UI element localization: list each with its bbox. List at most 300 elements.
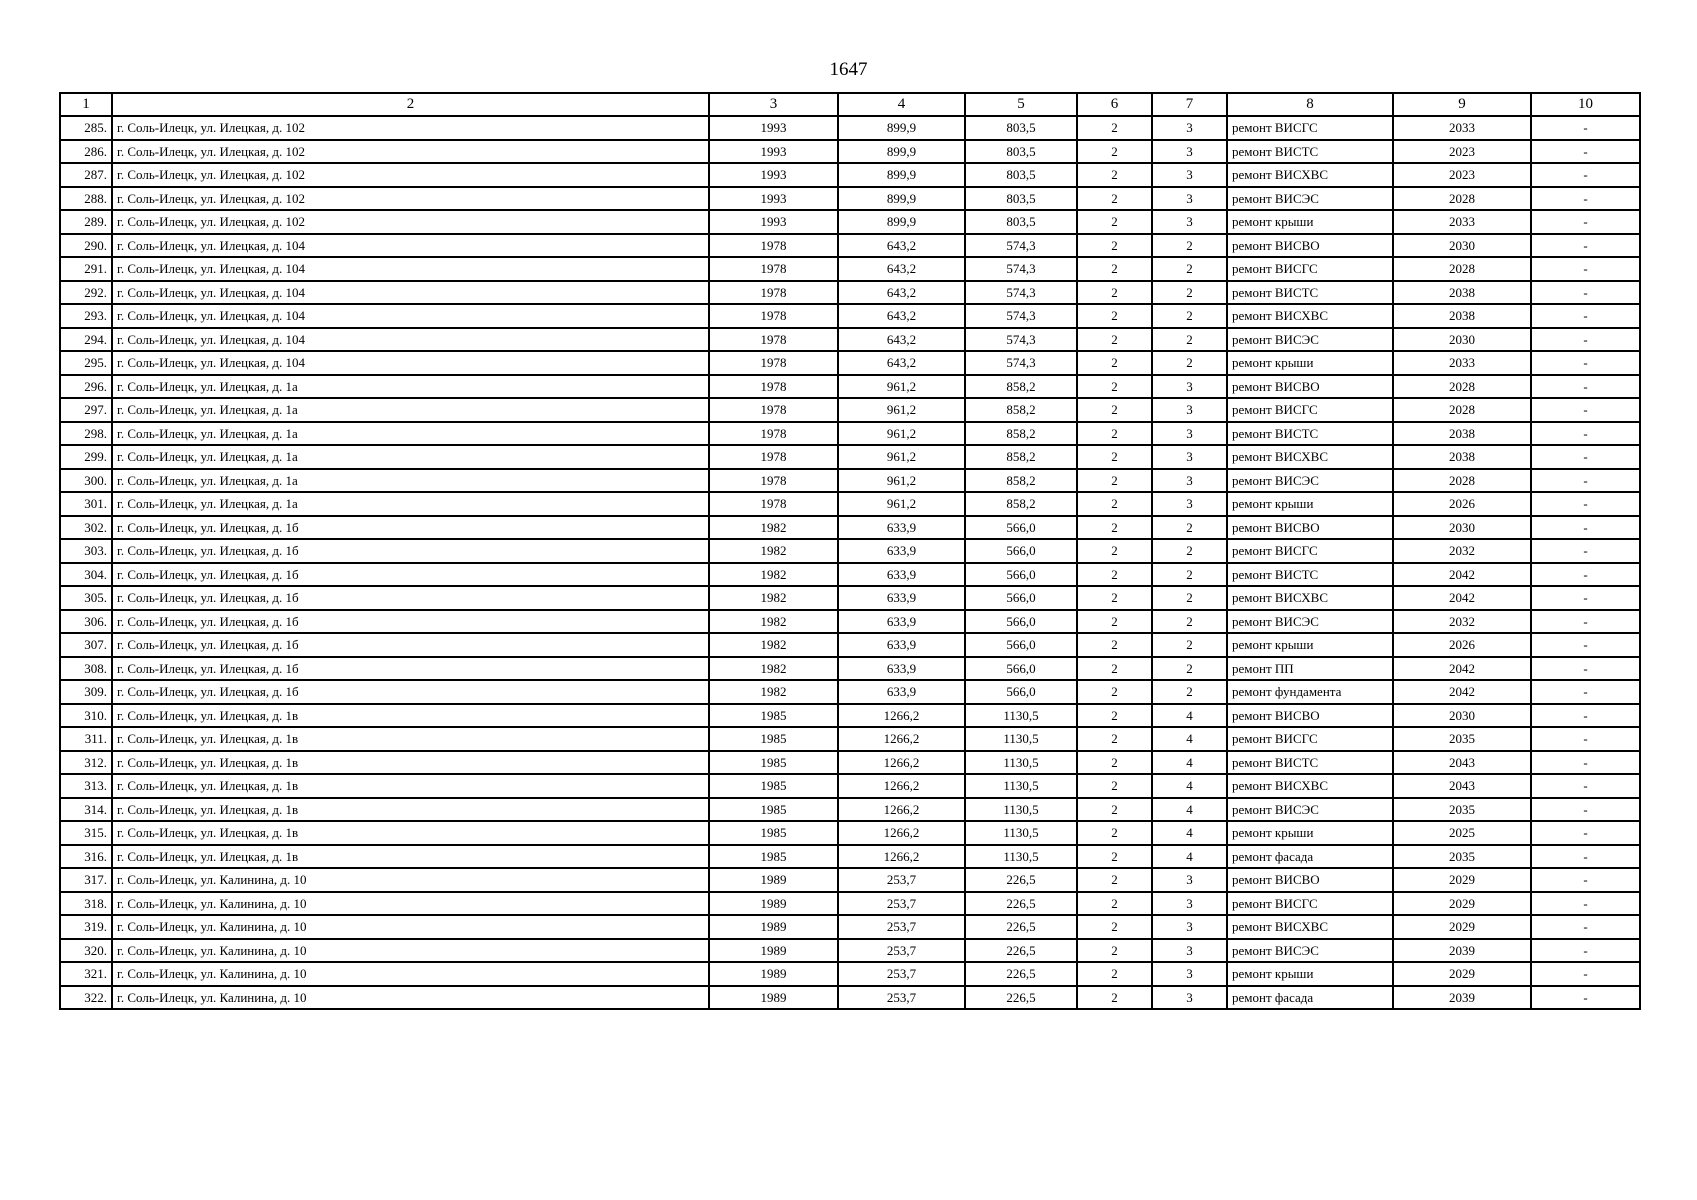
floors-cell: 2: [1077, 845, 1152, 869]
year-built-cell: 1993: [709, 210, 838, 234]
address-cell: г. Соль-Илецк, ул. Илецкая, д. 1б: [112, 610, 709, 634]
year-built-cell: 1978: [709, 304, 838, 328]
floors-cell: 2: [1077, 116, 1152, 140]
total-area-cell: 1266,2: [838, 727, 965, 751]
living-area-cell: 1130,5: [965, 798, 1077, 822]
repair-schedule-table: [59, 92, 1641, 1010]
row-number-cell: 286.: [60, 140, 112, 164]
address-cell: г. Соль-Илецк, ул. Илецкая, д. 102: [112, 140, 709, 164]
entrances-cell: 2: [1152, 304, 1227, 328]
floors-cell: 2: [1077, 375, 1152, 399]
planned-year-cell: 2035: [1393, 798, 1531, 822]
total-area-cell: 633,9: [838, 516, 965, 540]
year-built-cell: 1978: [709, 328, 838, 352]
column-header-4: 4: [838, 93, 965, 116]
total-area-cell: 633,9: [838, 586, 965, 610]
address-cell: г. Соль-Илецк, ул. Илецкая, д. 104: [112, 257, 709, 281]
table-row: [60, 845, 1640, 869]
row-number-cell: 301.: [60, 492, 112, 516]
planned-year-cell: 2029: [1393, 868, 1531, 892]
address-cell: г. Соль-Илецк, ул. Илецкая, д. 104: [112, 328, 709, 352]
planned-year-cell: 2033: [1393, 351, 1531, 375]
note-cell: -: [1531, 774, 1640, 798]
address-cell: г. Соль-Илецк, ул. Илецкая, д. 1в: [112, 774, 709, 798]
living-area-cell: 858,2: [965, 492, 1077, 516]
entrances-cell: 4: [1152, 798, 1227, 822]
total-area-cell: 961,2: [838, 445, 965, 469]
work-type-cell: ремонт крыши: [1227, 962, 1393, 986]
floors-cell: 2: [1077, 821, 1152, 845]
table-row: [60, 892, 1640, 916]
address-cell: г. Соль-Илецк, ул. Илецкая, д. 1б: [112, 516, 709, 540]
address-cell: г. Соль-Илецк, ул. Илецкая, д. 104: [112, 281, 709, 305]
work-type-cell: ремонт ВИСВО: [1227, 375, 1393, 399]
living-area-cell: 858,2: [965, 422, 1077, 446]
entrances-cell: 4: [1152, 704, 1227, 728]
total-area-cell: 253,7: [838, 962, 965, 986]
table-row: [60, 563, 1640, 587]
entrances-cell: 2: [1152, 257, 1227, 281]
row-number-cell: 316.: [60, 845, 112, 869]
total-area-cell: 899,9: [838, 210, 965, 234]
work-type-cell: ремонт ВИСЭС: [1227, 187, 1393, 211]
address-cell: г. Соль-Илецк, ул. Илецкая, д. 1а: [112, 445, 709, 469]
total-area-cell: 899,9: [838, 187, 965, 211]
entrances-cell: 2: [1152, 516, 1227, 540]
total-area-cell: 961,2: [838, 492, 965, 516]
living-area-cell: 574,3: [965, 304, 1077, 328]
living-area-cell: 803,5: [965, 210, 1077, 234]
address-cell: г. Соль-Илецк, ул. Илецкая, д. 1б: [112, 563, 709, 587]
column-header-7: 7: [1152, 93, 1227, 116]
floors-cell: 2: [1077, 445, 1152, 469]
entrances-cell: 2: [1152, 563, 1227, 587]
planned-year-cell: 2043: [1393, 751, 1531, 775]
year-built-cell: 1993: [709, 163, 838, 187]
floors-cell: 2: [1077, 257, 1152, 281]
floors-cell: 2: [1077, 962, 1152, 986]
year-built-cell: 1993: [709, 116, 838, 140]
entrances-cell: 2: [1152, 539, 1227, 563]
living-area-cell: 566,0: [965, 680, 1077, 704]
row-number-cell: 313.: [60, 774, 112, 798]
column-header-1: 1: [60, 93, 112, 116]
address-cell: г. Соль-Илецк, ул. Калинина, д. 10: [112, 868, 709, 892]
table-row: [60, 328, 1640, 352]
table-row: [60, 798, 1640, 822]
address-cell: г. Соль-Илецк, ул. Илецкая, д. 1в: [112, 798, 709, 822]
living-area-cell: 566,0: [965, 563, 1077, 587]
row-number-cell: 304.: [60, 563, 112, 587]
address-cell: г. Соль-Илецк, ул. Илецкая, д. 1в: [112, 845, 709, 869]
work-type-cell: ремонт ПП: [1227, 657, 1393, 681]
table-row: [60, 163, 1640, 187]
entrances-cell: 2: [1152, 680, 1227, 704]
work-type-cell: ремонт ВИСГС: [1227, 892, 1393, 916]
planned-year-cell: 2032: [1393, 610, 1531, 634]
address-cell: г. Соль-Илецк, ул. Илецкая, д. 1а: [112, 492, 709, 516]
total-area-cell: 253,7: [838, 939, 965, 963]
entrances-cell: 3: [1152, 445, 1227, 469]
work-type-cell: ремонт ВИСВО: [1227, 868, 1393, 892]
work-type-cell: ремонт ВИСХВС: [1227, 445, 1393, 469]
page-number: 1647: [829, 59, 868, 80]
planned-year-cell: 2038: [1393, 304, 1531, 328]
planned-year-cell: 2028: [1393, 469, 1531, 493]
entrances-cell: 2: [1152, 633, 1227, 657]
living-area-cell: 803,5: [965, 187, 1077, 211]
work-type-cell: ремонт крыши: [1227, 821, 1393, 845]
floors-cell: 2: [1077, 633, 1152, 657]
table-row: [60, 868, 1640, 892]
entrances-cell: 3: [1152, 469, 1227, 493]
work-type-cell: ремонт ВИСТС: [1227, 140, 1393, 164]
table-row: [60, 351, 1640, 375]
note-cell: -: [1531, 986, 1640, 1010]
entrances-cell: 3: [1152, 398, 1227, 422]
living-area-cell: 803,5: [965, 140, 1077, 164]
planned-year-cell: 2025: [1393, 821, 1531, 845]
year-built-cell: 1993: [709, 187, 838, 211]
row-number-cell: 303.: [60, 539, 112, 563]
entrances-cell: 4: [1152, 774, 1227, 798]
living-area-cell: 574,3: [965, 234, 1077, 258]
row-number-cell: 318.: [60, 892, 112, 916]
entrances-cell: 3: [1152, 962, 1227, 986]
floors-cell: 2: [1077, 586, 1152, 610]
address-cell: г. Соль-Илецк, ул. Илецкая, д. 104: [112, 234, 709, 258]
living-area-cell: 803,5: [965, 163, 1077, 187]
floors-cell: 2: [1077, 704, 1152, 728]
floors-cell: 2: [1077, 492, 1152, 516]
living-area-cell: 226,5: [965, 962, 1077, 986]
entrances-cell: 2: [1152, 328, 1227, 352]
note-cell: -: [1531, 492, 1640, 516]
entrances-cell: 2: [1152, 586, 1227, 610]
work-type-cell: ремонт ВИСВО: [1227, 704, 1393, 728]
table-row: [60, 422, 1640, 446]
row-number-cell: 306.: [60, 610, 112, 634]
floors-cell: 2: [1077, 328, 1152, 352]
note-cell: -: [1531, 140, 1640, 164]
work-type-cell: ремонт ВИСЭС: [1227, 328, 1393, 352]
work-type-cell: ремонт крыши: [1227, 210, 1393, 234]
entrances-cell: 3: [1152, 422, 1227, 446]
address-cell: г. Соль-Илецк, ул. Илецкая, д. 102: [112, 187, 709, 211]
note-cell: -: [1531, 821, 1640, 845]
year-built-cell: 1982: [709, 516, 838, 540]
planned-year-cell: 2042: [1393, 563, 1531, 587]
note-cell: -: [1531, 798, 1640, 822]
floors-cell: 2: [1077, 187, 1152, 211]
floors-cell: 2: [1077, 798, 1152, 822]
planned-year-cell: 2028: [1393, 257, 1531, 281]
floors-cell: 2: [1077, 281, 1152, 305]
table-row: [60, 586, 1640, 610]
total-area-cell: 1266,2: [838, 774, 965, 798]
entrances-cell: 2: [1152, 281, 1227, 305]
work-type-cell: ремонт ВИСТС: [1227, 422, 1393, 446]
table-row: [60, 398, 1640, 422]
living-area-cell: 1130,5: [965, 821, 1077, 845]
note-cell: -: [1531, 845, 1640, 869]
total-area-cell: 643,2: [838, 281, 965, 305]
note-cell: -: [1531, 586, 1640, 610]
living-area-cell: 226,5: [965, 868, 1077, 892]
total-area-cell: 633,9: [838, 563, 965, 587]
row-number-cell: 293.: [60, 304, 112, 328]
address-cell: г. Соль-Илецк, ул. Илецкая, д. 104: [112, 304, 709, 328]
total-area-cell: 633,9: [838, 680, 965, 704]
row-number-cell: 314.: [60, 798, 112, 822]
planned-year-cell: 2032: [1393, 539, 1531, 563]
year-built-cell: 1978: [709, 375, 838, 399]
entrances-cell: 3: [1152, 986, 1227, 1010]
planned-year-cell: 2026: [1393, 492, 1531, 516]
year-built-cell: 1989: [709, 915, 838, 939]
entrances-cell: 3: [1152, 116, 1227, 140]
total-area-cell: 643,2: [838, 257, 965, 281]
living-area-cell: 566,0: [965, 657, 1077, 681]
address-cell: г. Соль-Илецк, ул. Калинина, д. 10: [112, 915, 709, 939]
year-built-cell: 1989: [709, 986, 838, 1010]
entrances-cell: 3: [1152, 868, 1227, 892]
note-cell: -: [1531, 328, 1640, 352]
address-cell: г. Соль-Илецк, ул. Илецкая, д. 102: [112, 210, 709, 234]
entrances-cell: 2: [1152, 657, 1227, 681]
planned-year-cell: 2023: [1393, 163, 1531, 187]
floors-cell: 2: [1077, 140, 1152, 164]
table-row: [60, 304, 1640, 328]
address-cell: г. Соль-Илецк, ул. Илецкая, д. 1а: [112, 469, 709, 493]
address-cell: г. Соль-Илецк, ул. Калинина, д. 10: [112, 986, 709, 1010]
living-area-cell: 1130,5: [965, 727, 1077, 751]
planned-year-cell: 2038: [1393, 445, 1531, 469]
year-built-cell: 1989: [709, 868, 838, 892]
year-built-cell: 1985: [709, 751, 838, 775]
floors-cell: 2: [1077, 774, 1152, 798]
note-cell: -: [1531, 727, 1640, 751]
planned-year-cell: 2038: [1393, 281, 1531, 305]
year-built-cell: 1978: [709, 281, 838, 305]
floors-cell: 2: [1077, 915, 1152, 939]
floors-cell: 2: [1077, 986, 1152, 1010]
living-area-cell: 1130,5: [965, 704, 1077, 728]
note-cell: -: [1531, 281, 1640, 305]
note-cell: -: [1531, 563, 1640, 587]
table-row: [60, 939, 1640, 963]
note-cell: -: [1531, 657, 1640, 681]
work-type-cell: ремонт ВИСТС: [1227, 751, 1393, 775]
work-type-cell: ремонт фасада: [1227, 845, 1393, 869]
note-cell: -: [1531, 304, 1640, 328]
note-cell: -: [1531, 351, 1640, 375]
work-type-cell: ремонт ВИСХВС: [1227, 586, 1393, 610]
living-area-cell: 574,3: [965, 328, 1077, 352]
address-cell: г. Соль-Илецк, ул. Илецкая, д. 104: [112, 351, 709, 375]
work-type-cell: ремонт ВИСЭС: [1227, 610, 1393, 634]
table-row: [60, 986, 1640, 1010]
note-cell: -: [1531, 234, 1640, 258]
year-built-cell: 1989: [709, 962, 838, 986]
year-built-cell: 1985: [709, 727, 838, 751]
table-row: [60, 210, 1640, 234]
table-row: [60, 469, 1640, 493]
note-cell: -: [1531, 375, 1640, 399]
row-number-cell: 322.: [60, 986, 112, 1010]
living-area-cell: 566,0: [965, 539, 1077, 563]
floors-cell: 2: [1077, 680, 1152, 704]
table-row: [60, 140, 1640, 164]
total-area-cell: 253,7: [838, 986, 965, 1010]
year-built-cell: 1993: [709, 140, 838, 164]
planned-year-cell: 2039: [1393, 986, 1531, 1010]
address-cell: г. Соль-Илецк, ул. Илецкая, д. 1б: [112, 680, 709, 704]
row-number-cell: 288.: [60, 187, 112, 211]
planned-year-cell: 2029: [1393, 962, 1531, 986]
year-built-cell: 1985: [709, 704, 838, 728]
total-area-cell: 643,2: [838, 304, 965, 328]
address-cell: г. Соль-Илецк, ул. Илецкая, д. 1б: [112, 657, 709, 681]
address-cell: г. Соль-Илецк, ул. Илецкая, д. 1б: [112, 586, 709, 610]
work-type-cell: ремонт крыши: [1227, 351, 1393, 375]
address-cell: г. Соль-Илецк, ул. Илецкая, д. 1а: [112, 422, 709, 446]
row-number-cell: 308.: [60, 657, 112, 681]
living-area-cell: 574,3: [965, 281, 1077, 305]
entrances-cell: 4: [1152, 727, 1227, 751]
address-cell: г. Соль-Илецк, ул. Илецкая, д. 102: [112, 116, 709, 140]
work-type-cell: ремонт ВИСХВС: [1227, 304, 1393, 328]
entrances-cell: 2: [1152, 351, 1227, 375]
address-cell: г. Соль-Илецк, ул. Илецкая, д. 1в: [112, 727, 709, 751]
planned-year-cell: 2038: [1393, 422, 1531, 446]
row-number-cell: 305.: [60, 586, 112, 610]
total-area-cell: 961,2: [838, 469, 965, 493]
address-cell: г. Соль-Илецк, ул. Илецкая, д. 102: [112, 163, 709, 187]
address-cell: г. Соль-Илецк, ул. Илецкая, д. 1б: [112, 539, 709, 563]
planned-year-cell: 2023: [1393, 140, 1531, 164]
total-area-cell: 643,2: [838, 328, 965, 352]
note-cell: -: [1531, 610, 1640, 634]
row-number-cell: 312.: [60, 751, 112, 775]
living-area-cell: 226,5: [965, 915, 1077, 939]
living-area-cell: 574,3: [965, 257, 1077, 281]
planned-year-cell: 2028: [1393, 398, 1531, 422]
column-header-8: 8: [1227, 93, 1393, 116]
total-area-cell: 899,9: [838, 163, 965, 187]
planned-year-cell: 2029: [1393, 892, 1531, 916]
note-cell: -: [1531, 163, 1640, 187]
work-type-cell: ремонт ВИСХВС: [1227, 774, 1393, 798]
work-type-cell: ремонт ВИСТС: [1227, 281, 1393, 305]
table-row: [60, 774, 1640, 798]
row-number-cell: 307.: [60, 633, 112, 657]
row-number-cell: 291.: [60, 257, 112, 281]
entrances-cell: 3: [1152, 492, 1227, 516]
column-header-10: 10: [1531, 93, 1640, 116]
year-built-cell: 1985: [709, 798, 838, 822]
floors-cell: 2: [1077, 210, 1152, 234]
row-number-cell: 321.: [60, 962, 112, 986]
note-cell: -: [1531, 257, 1640, 281]
address-cell: г. Соль-Илецк, ул. Калинина, д. 10: [112, 962, 709, 986]
floors-cell: 2: [1077, 516, 1152, 540]
table-row: [60, 257, 1640, 281]
living-area-cell: 566,0: [965, 633, 1077, 657]
address-cell: г. Соль-Илецк, ул. Илецкая, д. 1а: [112, 398, 709, 422]
floors-cell: 2: [1077, 657, 1152, 681]
table-row: [60, 962, 1640, 986]
row-number-cell: 290.: [60, 234, 112, 258]
work-type-cell: ремонт ВИСЭС: [1227, 798, 1393, 822]
row-number-cell: 298.: [60, 422, 112, 446]
floors-cell: 2: [1077, 892, 1152, 916]
row-number-cell: 310.: [60, 704, 112, 728]
table-row: [60, 116, 1640, 140]
work-type-cell: ремонт ВИСХВС: [1227, 163, 1393, 187]
year-built-cell: 1985: [709, 821, 838, 845]
year-built-cell: 1978: [709, 234, 838, 258]
note-cell: -: [1531, 751, 1640, 775]
total-area-cell: 253,7: [838, 868, 965, 892]
work-type-cell: ремонт ВИСХВС: [1227, 915, 1393, 939]
total-area-cell: 961,2: [838, 422, 965, 446]
floors-cell: 2: [1077, 751, 1152, 775]
living-area-cell: 226,5: [965, 939, 1077, 963]
row-number-cell: 292.: [60, 281, 112, 305]
note-cell: -: [1531, 398, 1640, 422]
address-cell: г. Соль-Илецк, ул. Илецкая, д. 1в: [112, 751, 709, 775]
column-header-5: 5: [965, 93, 1077, 116]
entrances-cell: 3: [1152, 892, 1227, 916]
planned-year-cell: 2030: [1393, 704, 1531, 728]
total-area-cell: 1266,2: [838, 821, 965, 845]
living-area-cell: 226,5: [965, 986, 1077, 1010]
table-row: [60, 516, 1640, 540]
column-header-3: 3: [709, 93, 838, 116]
planned-year-cell: 2026: [1393, 633, 1531, 657]
table-row: [60, 445, 1640, 469]
note-cell: -: [1531, 633, 1640, 657]
year-built-cell: 1982: [709, 680, 838, 704]
year-built-cell: 1985: [709, 774, 838, 798]
year-built-cell: 1978: [709, 492, 838, 516]
note-cell: -: [1531, 939, 1640, 963]
living-area-cell: 858,2: [965, 445, 1077, 469]
entrances-cell: 4: [1152, 845, 1227, 869]
living-area-cell: 1130,5: [965, 774, 1077, 798]
entrances-cell: 3: [1152, 375, 1227, 399]
year-built-cell: 1978: [709, 398, 838, 422]
year-built-cell: 1978: [709, 445, 838, 469]
row-number-cell: 299.: [60, 445, 112, 469]
entrances-cell: 2: [1152, 610, 1227, 634]
total-area-cell: 633,9: [838, 539, 965, 563]
header-row: [60, 93, 1640, 116]
row-number-cell: 300.: [60, 469, 112, 493]
row-number-cell: 319.: [60, 915, 112, 939]
work-type-cell: ремонт ВИСГС: [1227, 257, 1393, 281]
table-row: [60, 375, 1640, 399]
work-type-cell: ремонт крыши: [1227, 492, 1393, 516]
floors-cell: 2: [1077, 727, 1152, 751]
floors-cell: 2: [1077, 563, 1152, 587]
work-type-cell: ремонт ВИСВО: [1227, 234, 1393, 258]
living-area-cell: 858,2: [965, 469, 1077, 493]
note-cell: -: [1531, 704, 1640, 728]
year-built-cell: 1989: [709, 939, 838, 963]
total-area-cell: 633,9: [838, 657, 965, 681]
